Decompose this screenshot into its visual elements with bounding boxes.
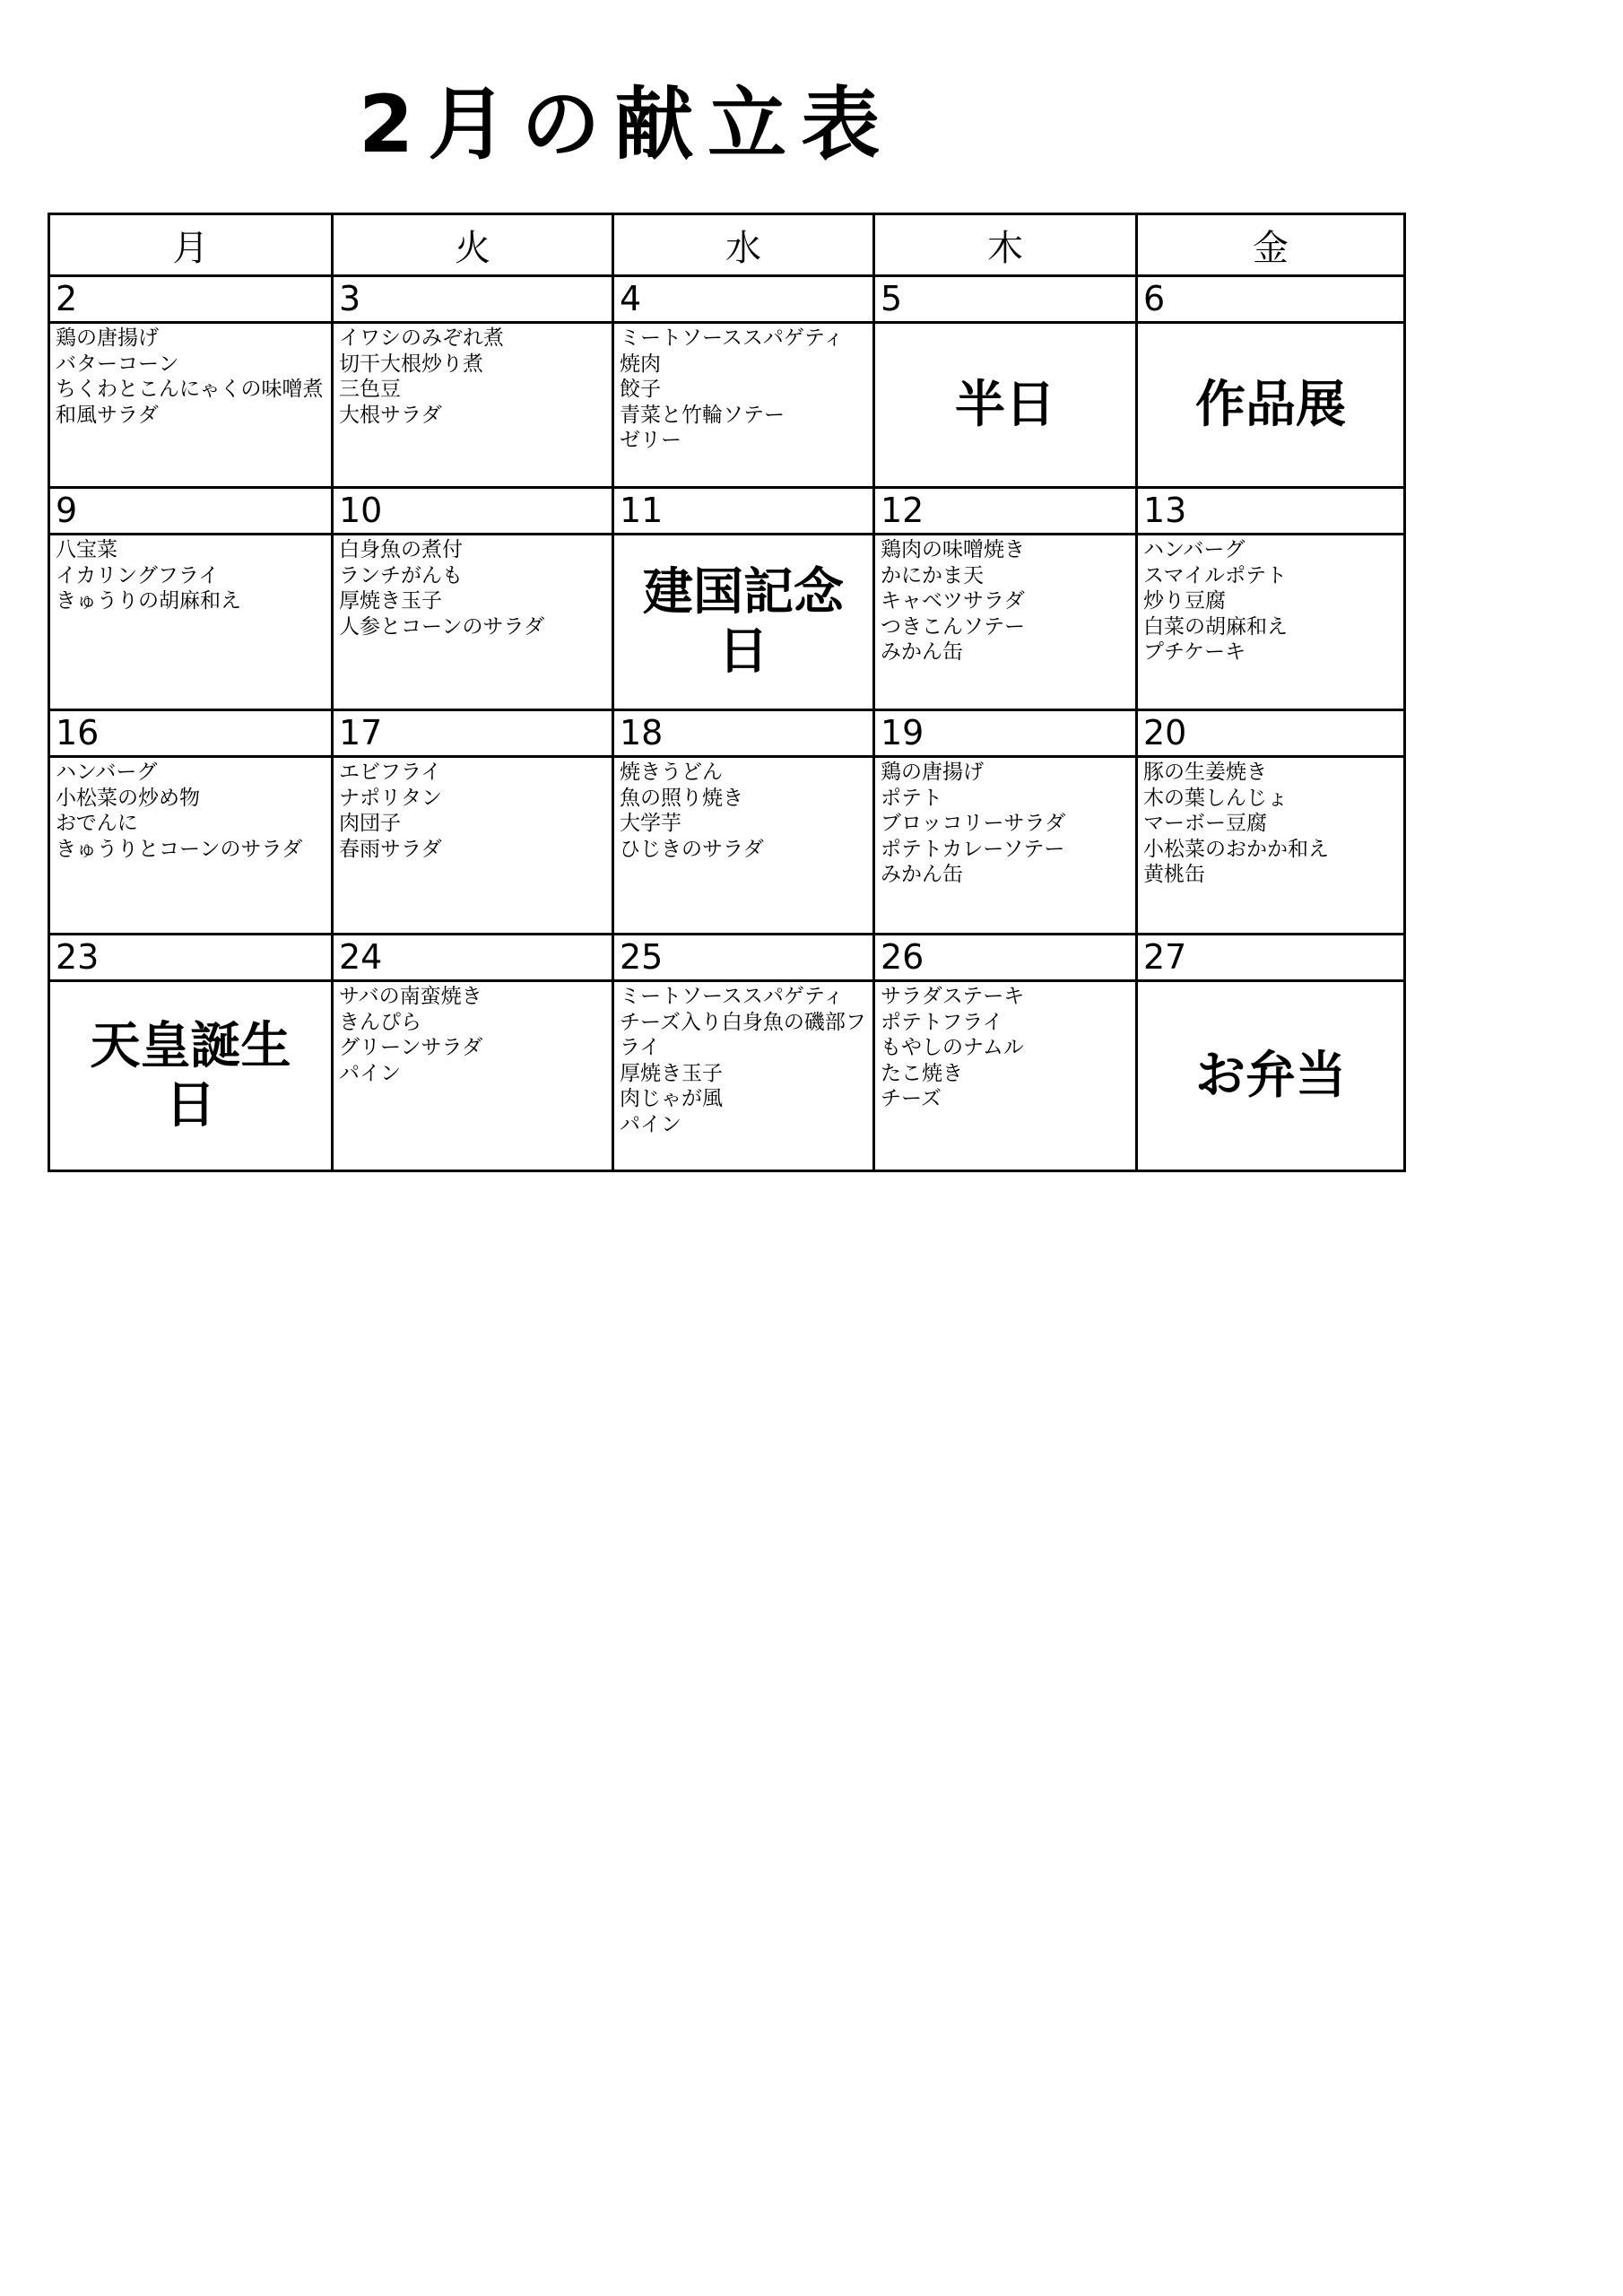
- menu-item: 黄桃缶: [1143, 863, 1205, 886]
- weekday-header-mon: 月: [49, 214, 333, 276]
- menu-item: チーズ: [881, 1087, 942, 1110]
- menu-item: 三色豆: [339, 378, 401, 401]
- menu-item: ポテトカレーソテー: [881, 837, 1065, 861]
- date-number-thu: 5: [874, 276, 1137, 323]
- date-number-thu: 19: [874, 710, 1137, 757]
- special-day-label: 作品展: [1137, 323, 1405, 488]
- menu-cell-mon: [49, 757, 333, 935]
- menu-cell-wed: [613, 981, 874, 1171]
- menu-item: ミートソーススパゲティ: [620, 326, 845, 350]
- date-number-mon: 9: [49, 488, 333, 535]
- menu-item: かにかま天: [881, 563, 984, 587]
- weekday-header-tue: 火: [333, 214, 613, 276]
- date-row: [49, 710, 1405, 757]
- menu-item: 魚の照り焼き: [620, 786, 743, 810]
- menu-item: 厚焼き玉子: [339, 589, 442, 613]
- menu-item: ハンバーグ: [1143, 538, 1245, 561]
- menu-item: 青菜と竹輪ソテー: [620, 403, 785, 427]
- menu-item: イワシのみぞれ煮: [339, 326, 504, 350]
- menu-item: 鶏の唐揚げ: [56, 326, 159, 350]
- menu-item: ナポリタン: [339, 786, 442, 810]
- menu-item: 豚の生姜焼き: [1143, 761, 1267, 784]
- menu-cell-tue: [333, 981, 613, 1171]
- menu-item: 肉じゃが風: [620, 1087, 723, 1110]
- menu-item: ランチがんも: [339, 563, 463, 587]
- date-number-wed: 25: [613, 935, 874, 981]
- menu-item: 八宝菜: [56, 538, 117, 561]
- menu-cell-wed: [613, 757, 874, 935]
- date-row: [49, 935, 1405, 981]
- menu-item: プチケーキ: [1143, 640, 1246, 664]
- menu-item: イカリングフライ: [56, 563, 220, 587]
- menu-row: [49, 535, 1405, 710]
- menu-row: [49, 757, 1405, 935]
- menu-item: おでんに: [56, 812, 138, 835]
- date-number-wed: 4: [613, 276, 874, 323]
- menu-item: 厚焼き玉子: [620, 1061, 723, 1085]
- date-number-thu: 12: [874, 488, 1137, 535]
- menu-item: 小松菜の炒め物: [56, 786, 200, 810]
- special-day-label: 半日: [874, 323, 1137, 488]
- menu-cell-tue: [333, 323, 613, 488]
- menu-cell-mon: [49, 323, 333, 488]
- weekday-header-wed: 水: [613, 214, 874, 276]
- menu-row: [49, 981, 1405, 1171]
- date-row: [49, 276, 1405, 323]
- menu-item: パイン: [339, 1061, 401, 1085]
- menu-item: ちくわとこんにゃくの味噌煮: [56, 378, 324, 401]
- menu-item: キャベツサラダ: [881, 589, 1025, 613]
- date-number-fri: 27: [1137, 935, 1405, 981]
- menu-item: 春雨サラダ: [339, 837, 442, 861]
- date-number-fri: 13: [1137, 488, 1405, 535]
- menu-item: 和風サラダ: [56, 403, 159, 427]
- menu-item: きんぴら: [339, 1010, 421, 1034]
- menu-item: 小松菜のおかか和え: [1143, 837, 1329, 861]
- date-number-tue: 10: [333, 488, 613, 535]
- weekday-header-fri: 金: [1137, 214, 1405, 276]
- menu-item: ひじきのサラダ: [620, 837, 764, 861]
- menu-cell-mon: [49, 535, 333, 710]
- menu-item: 白菜の胡麻和え: [1143, 614, 1288, 639]
- menu-item: パイン: [620, 1112, 681, 1136]
- date-row: [49, 488, 1405, 535]
- menu-item: 焼きうどん: [620, 761, 723, 784]
- menu-cell-thu: [874, 535, 1137, 710]
- menu-item: もやしのナムル: [881, 1036, 1024, 1059]
- menu-item: 大学芋: [620, 812, 681, 835]
- date-number-fri: 6: [1137, 276, 1405, 323]
- menu-cell-tue: [333, 535, 613, 710]
- menu-row: [49, 323, 1405, 488]
- menu-cell-tue: [333, 757, 613, 935]
- menu-item: 焼肉: [620, 352, 661, 376]
- menu-calendar-table: [48, 213, 1406, 1172]
- date-number-thu: 26: [874, 935, 1137, 981]
- menu-item: バターコーン: [56, 352, 179, 376]
- menu-item: 鶏の唐揚げ: [881, 761, 984, 784]
- date-number-wed: 18: [613, 710, 874, 757]
- menu-item: サラダステーキ: [881, 985, 1025, 1008]
- menu-cell-thu: [874, 981, 1137, 1171]
- menu-item: 白身魚の煮付: [339, 538, 463, 561]
- weekday-header-row: [49, 214, 1405, 276]
- date-number-fri: 20: [1137, 710, 1405, 757]
- date-number-mon: 2: [49, 276, 333, 323]
- menu-item: 炒り豆腐: [1143, 589, 1226, 613]
- special-day-label: 天皇誕生日: [49, 981, 333, 1171]
- menu-item: 鶏肉の味噌焼き: [881, 538, 1025, 561]
- menu-item: エビフライ: [339, 761, 442, 784]
- menu-item: ブロッコリーサラダ: [881, 812, 1066, 835]
- special-day-label: 建国記念日: [613, 535, 874, 710]
- menu-item: ゼリー: [620, 429, 681, 452]
- menu-cell-wed: [613, 323, 874, 488]
- menu-item: 餃子: [620, 378, 661, 401]
- menu-item: スマイルポテト: [1143, 563, 1288, 587]
- date-number-wed: 11: [613, 488, 874, 535]
- menu-cell-fri: [1137, 757, 1405, 935]
- weekday-header-thu: 木: [874, 214, 1137, 276]
- menu-item: マーボー豆腐: [1143, 812, 1267, 835]
- menu-item: 大根サラダ: [339, 403, 442, 427]
- date-number-mon: 23: [49, 935, 333, 981]
- date-number-tue: 3: [333, 276, 613, 323]
- menu-item: 切干大根炒り煮: [339, 352, 483, 376]
- menu-cell-fri: [1137, 535, 1405, 710]
- date-number-tue: 24: [333, 935, 613, 981]
- menu-item: チーズ入り白身魚の磯部フライ: [620, 1010, 866, 1059]
- menu-item: ミートソーススパゲティ: [620, 985, 845, 1008]
- menu-item: 肉団子: [339, 812, 401, 835]
- menu-item: つきこんソテー: [881, 614, 1025, 639]
- menu-item: みかん缶: [881, 640, 963, 664]
- date-number-mon: 16: [49, 710, 333, 757]
- menu-item: 木の葉しんじょ: [1143, 786, 1288, 810]
- menu-item: きゅうりの胡麻和え: [56, 589, 241, 613]
- menu-item: ポテトフライ: [881, 1010, 1003, 1034]
- date-number-tue: 17: [333, 710, 613, 757]
- menu-item: サバの南蛮焼き: [339, 985, 482, 1008]
- special-day-label: お弁当: [1137, 981, 1405, 1171]
- page-title: 2月の献立表: [359, 78, 895, 170]
- menu-item: ポテト: [881, 786, 942, 810]
- menu-item: たこ焼き: [881, 1061, 963, 1085]
- menu-item: きゅうりとコーンのサラダ: [56, 837, 303, 861]
- menu-item: みかん缶: [881, 863, 963, 886]
- menu-cell-thu: [874, 757, 1137, 935]
- menu-item: ハンバーグ: [56, 761, 158, 784]
- menu-item: グリーンサラダ: [339, 1036, 483, 1059]
- menu-item: 人参とコーンのサラダ: [339, 614, 545, 639]
